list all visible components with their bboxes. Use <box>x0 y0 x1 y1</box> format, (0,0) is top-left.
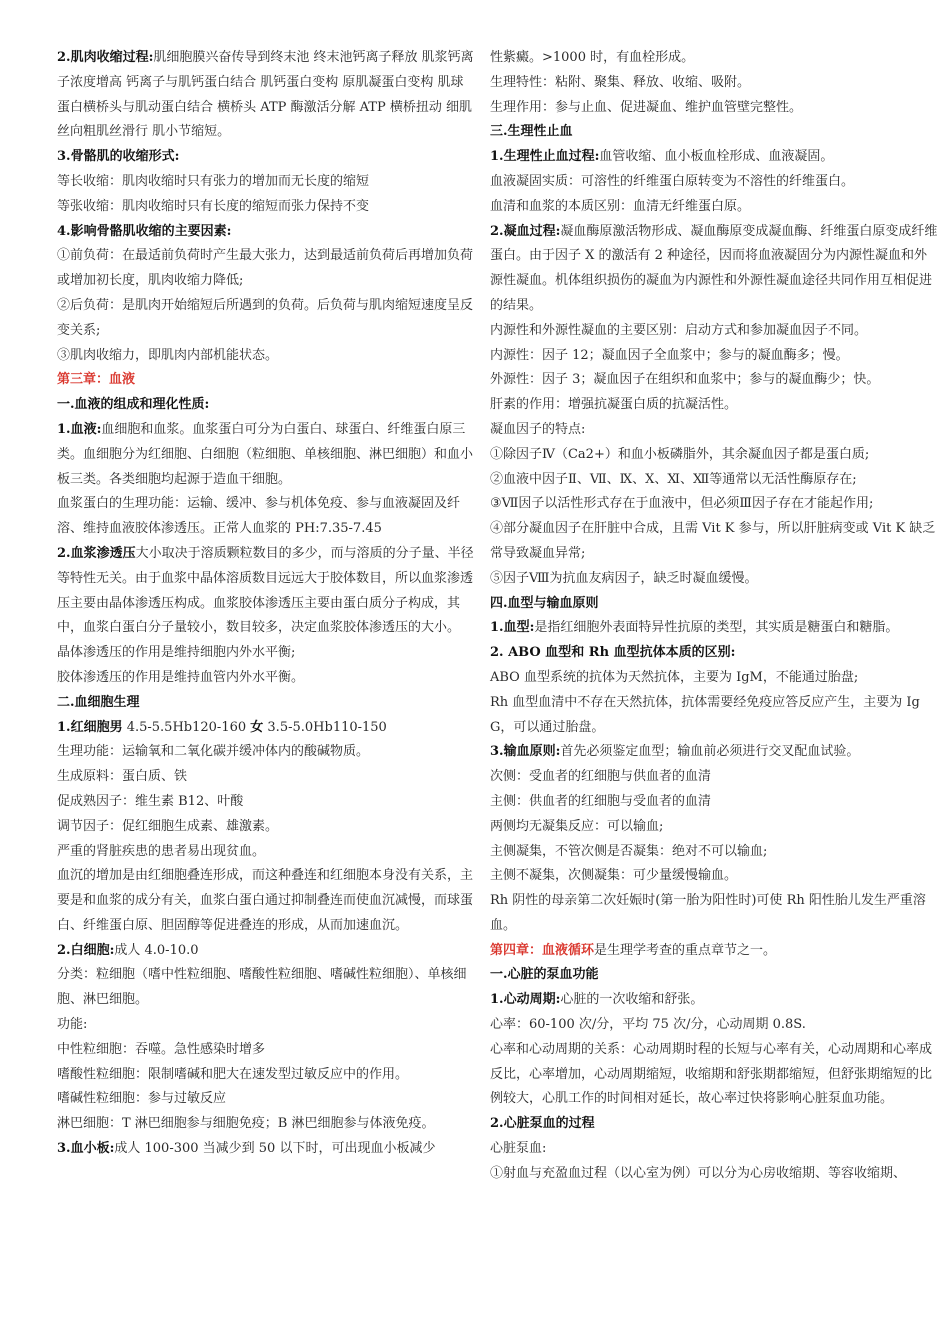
bold-heading: 2.心脏泵血的过程 <box>490 1116 595 1132</box>
chapter-heading: 第三章：血液 <box>57 372 136 388</box>
paragraph <box>57 195 475 220</box>
paragraph <box>490 517 938 567</box>
paragraph <box>490 840 938 865</box>
paragraph <box>490 468 938 493</box>
paragraph <box>57 716 475 741</box>
text-run: 主侧：供血者的红细胞与受血者的血清 <box>490 793 712 809</box>
bold-heading: 一.心脏的泵血功能 <box>490 967 599 983</box>
text-run: 等长收缩：肌肉收缩时只有张力的增加而无长度的缩短 <box>57 173 370 189</box>
text-run: ②血液中因子Ⅱ、Ⅶ、Ⅸ、Ⅹ、Ⅺ、Ⅻ等通常以无活性酶原存在; <box>490 471 857 487</box>
paragraph <box>490 740 938 765</box>
text-run: 血管收缩、血小板血栓形成、血液凝固。 <box>599 149 834 165</box>
text-run: 血液凝固实质：可溶性的纤维蛋白原转变为不溶性的纤维蛋白。 <box>490 173 855 189</box>
text-run: Rh 阴性的母亲第二次妊娠时(第一胎为阳性时)可使 Rh 阳性胎儿发生严重溶血。 <box>490 893 926 933</box>
text-run: 血清和血浆的本质区别：血清无纤维蛋白原。 <box>490 198 751 214</box>
paragraph <box>57 492 475 542</box>
text-run: ③Ⅶ因子以活性形式存在于血液中，但必须Ⅲ因子存在才能起作用; <box>490 496 874 512</box>
paragraph <box>490 963 938 988</box>
paragraph <box>490 666 938 691</box>
bold-heading: 2.白细胞: <box>57 942 115 958</box>
text-run: 心率和心动周期的关系：心动周期时程的长短与心率有关，心动周期和心率成反比，心率增加，心动周期缩短，收缩期和舒张期都缩短，但舒张期缩短的比例较大，心肌工作的时间相对延长，故心率过快将影响心脏泵血功能。 <box>490 1041 933 1107</box>
paragraph <box>490 889 938 939</box>
bold-heading: 3.输血原则: <box>490 744 561 760</box>
paragraph <box>57 864 475 938</box>
text-run: 淋巴细胞：T 淋巴细胞参与细胞免疫；B 淋巴细胞参与体液免疫。 <box>57 1116 435 1132</box>
paragraph <box>490 1137 938 1162</box>
text-run: Rh 血型血清中不存在天然抗体，抗体需要经免疫应答反应产生，主要为 IgG，可以通过胎盘。 <box>490 694 920 735</box>
paragraph <box>57 1063 475 1088</box>
paragraph <box>490 1162 938 1187</box>
bold-heading: 2. ABO 血型和 Rh 血型抗体本质的区别: <box>490 645 736 661</box>
text-run: 内源性和外源性凝血的主要区别：启动方式和参加凝血因子不同。 <box>490 322 868 338</box>
text-run: 血浆蛋白的生理功能：运输、缓冲、参与机体免疫、参与血液凝固及纤溶、维持血液胶体渗透压。正常人血浆的 PH:7.35-7.45 <box>57 496 461 537</box>
text-run: 生成原料：蛋白质、铁 <box>57 769 188 785</box>
text-run: 成人 4.0-10.0 <box>114 942 199 958</box>
text-run: ①射血与充盈血过程（以心室为例）可以分为心房收缩期、等容收缩期、 <box>490 1165 907 1181</box>
text-run: 大小取决于溶质颗粒数目的多少，而与溶质的分子量、半径等特性无关。由于血浆中晶体溶质数目远远大于胶体数目，所以血浆渗透压主要由晶体渗透压构成。血浆胶体渗透压主要由蛋白质分子构成，其中，血浆白蛋白分子量较小，数目较多，决定血浆胶体渗透压的大小。 <box>57 545 474 636</box>
text-run: ③肌肉收缩力，即肌肉内部机能状态。 <box>57 347 279 363</box>
bold-heading: 2.血浆渗透压 <box>57 545 136 561</box>
paragraph <box>490 1013 938 1038</box>
text-run: 功能: <box>57 1017 88 1033</box>
paragraph <box>57 740 475 765</box>
bold-heading: 3.血小板: <box>57 1141 115 1157</box>
bold-heading: 1.生理性止血过程: <box>490 149 600 165</box>
paragraph <box>57 641 475 666</box>
paragraph <box>490 616 938 641</box>
bold-heading: 3.骨骼肌的收缩形式: <box>57 149 180 165</box>
paragraph <box>490 443 938 468</box>
text-run: 首先必须鉴定血型；输血前必须进行交叉配血试验。 <box>560 744 860 760</box>
text-run: ①除因子Ⅳ（Ca2+）和血小板磷脂外，其余凝血因子都是蛋白质; <box>490 446 870 462</box>
text-run: 主侧凝集，不管次侧是否凝集：绝对不可以输血; <box>490 843 768 859</box>
text-run: 4.5-5.5Hb120-160 <box>122 719 251 735</box>
text-run: ABO 血型系统的抗体为天然抗体，主要为 IgM，不能通过胎盘; <box>490 669 859 685</box>
text-run: 调节因子：促红细胞生成素、雄激素。 <box>57 818 279 834</box>
text-run: ④部分凝血因子在肝脏中合成，且需 Vit K 参与，所以肝脏病变或 Vit K 缺乏常导致凝血异常; <box>490 521 936 561</box>
paragraph <box>57 170 475 195</box>
text-run: 嗜碱性粒细胞：参与过敏反应 <box>57 1091 227 1107</box>
paragraph <box>490 592 938 617</box>
text-run: 等张收缩：肌肉收缩时只有长度的缩短而张力保持不变 <box>57 198 370 214</box>
paragraph <box>57 145 475 170</box>
bold-heading: 三.生理性止血 <box>490 124 573 140</box>
bold-heading: 1.心动周期: <box>490 992 561 1008</box>
paragraph <box>490 71 938 96</box>
paragraph <box>57 691 475 716</box>
chapter-heading: 第四章：血液循环 <box>490 942 595 958</box>
paragraph <box>57 1137 475 1162</box>
paragraph <box>57 765 475 790</box>
paragraph <box>57 963 475 1013</box>
paragraph <box>57 418 475 492</box>
text-run: 胶体渗透压的作用是维持血管内外水平衡。 <box>57 669 305 685</box>
paragraph <box>57 1087 475 1112</box>
paragraph <box>490 319 938 344</box>
right-column <box>490 46 938 1187</box>
paragraph <box>490 195 938 220</box>
paragraph <box>57 220 475 245</box>
paragraph <box>490 988 938 1013</box>
paragraph <box>490 368 938 393</box>
text-run: 促成熟因子：维生素 B12、叶酸 <box>57 793 244 809</box>
bold-heading: 四.血型与输血原则 <box>490 595 599 611</box>
paragraph <box>490 120 938 145</box>
paragraph <box>490 1038 938 1112</box>
text-run: 两侧均无凝集反应：可以输血; <box>490 818 664 834</box>
paragraph <box>490 567 938 592</box>
text-run: 性紫癜。>1000 时，有血栓形成。 <box>490 50 695 65</box>
text-run: 外源性：因子 3；凝血因子在组织和血浆中；参与的凝血酶少；快。 <box>490 372 880 388</box>
text-run: 凝血酶原激活物形成、凝血酶原变成凝血酶、纤维蛋白原变成纤维蛋白。由于因子 X 的激活有 2 种途径，因而将血液凝固分为内源性凝血和外源性凝血。机体组织损伤的凝血为内源性和外源性凝血途径共同作用互相促进的结果。 <box>490 223 938 313</box>
paragraph <box>57 1013 475 1038</box>
text-run: ⑤因子Ⅷ为抗血友病因子，缺乏时凝血缓慢。 <box>490 570 758 586</box>
bold-heading: 2.肌肉收缩过程: <box>57 50 154 65</box>
paragraph <box>490 641 938 666</box>
text-run: ②后负荷：是肌肉开始缩短后所遇到的负荷。后负荷与肌肉缩短速度呈反变关系; <box>57 297 474 338</box>
paragraph <box>490 691 938 741</box>
text-run: 分类：粒细胞（嗜中性粒细胞、嗜酸性粒细胞、嗜碱性粒细胞）、单核细胞、淋巴细胞。 <box>57 967 467 1008</box>
text-run: 次侧：受血者的红细胞与供血者的血清 <box>490 769 712 785</box>
bold-heading: 1.红细胞男 <box>57 719 123 735</box>
text-run: 成人 100-300 当减少到 50 以下时，可出现血小板减少 <box>114 1141 436 1157</box>
bold-heading: 二.血细胞生理 <box>57 694 140 710</box>
bold-heading: 1.血型: <box>490 620 535 636</box>
paragraph <box>490 46 938 71</box>
text-run: 晶体渗透压的作用是维持细胞内外水平衡; <box>57 645 296 661</box>
paragraph <box>57 368 475 393</box>
paragraph <box>57 542 475 641</box>
paragraph <box>57 294 475 344</box>
paragraph <box>490 939 938 964</box>
paragraph <box>57 1112 475 1137</box>
text-run: 心率：60-100 次/分，平均 75 次/分，心动周期 0.8S. <box>490 1017 806 1033</box>
bold-heading: 女 <box>250 719 264 735</box>
paragraph <box>490 418 938 443</box>
paragraph <box>57 244 475 294</box>
paragraph <box>490 1112 938 1137</box>
text-run: 生理功能：运输氧和二氧化碳并缓冲体内的酸碱物质。 <box>57 744 370 760</box>
text-run: 凝血因子的特点: <box>490 421 586 437</box>
bold-heading: 2.凝血过程: <box>490 223 561 239</box>
text-run: 生理特性：粘附、聚集、释放、收缩、吸附。 <box>490 74 751 90</box>
text-run: 3.5-5.0Hb110-150 <box>263 719 387 735</box>
bold-heading: 4.影响骨骼肌收缩的主要因素: <box>57 223 232 239</box>
text-run: 嗜酸性粒细胞：限制嗜碱和肥大在速发型过敏反应中的作用。 <box>57 1066 409 1082</box>
text-run: 心脏的一次收缩和舒张。 <box>560 992 704 1008</box>
bold-heading: 1.血液: <box>57 421 102 437</box>
text-run: 心脏泵血: <box>490 1141 547 1157</box>
text-run: 肝素的作用：增强抗凝蛋白质的抗凝活性。 <box>490 397 738 413</box>
text-run: 是生理学考查的重点章节之一。 <box>594 942 777 958</box>
paragraph <box>490 220 938 319</box>
text-run: 主侧不凝集，次侧凝集：可少量缓慢输血。 <box>490 868 738 884</box>
paragraph <box>490 344 938 369</box>
paragraph <box>57 344 475 369</box>
text-run: 血沉的增加是由红细胞叠连形成，而这种叠连和红细胞本身没有关系，主要是和血浆的成分有关，血浆白蛋白通过抑制叠连而使血沉减慢，而球蛋白、纤维蛋白原、胆固醇等促进叠连的形成，从而加速血沉。 <box>57 868 474 933</box>
text-run: 是指红细胞外表面特异性抗原的类型，其实质是糖蛋白和糖脂。 <box>534 620 899 636</box>
left-column <box>57 46 475 1162</box>
text-run: 内源性：因子 12；凝血因子全血浆中；参与的凝血酶多；慢。 <box>490 347 849 363</box>
paragraph <box>490 492 938 517</box>
text-run: 中性粒细胞：吞噬。急性感染时增多 <box>57 1041 266 1057</box>
paragraph <box>490 765 938 790</box>
paragraph <box>490 864 938 889</box>
paragraph <box>57 46 475 145</box>
text-run: 肌细胞膜兴奋传导到终末池 终末池钙离子释放 肌浆钙离子浓度增高 钙离子与肌钙蛋白结合 肌钙蛋白变构 原肌凝蛋白变构 肌球蛋白横桥头与肌动蛋白结合 横桥头 ATP 酶激活分解 ATP 横桥扭动 细肌丝向粗肌丝滑行 肌小节缩短。 <box>57 50 474 140</box>
paragraph <box>57 1038 475 1063</box>
paragraph <box>57 815 475 840</box>
paragraph <box>57 666 475 691</box>
paragraph <box>57 393 475 418</box>
text-run: 血细胞和血浆。血浆蛋白可分为白蛋白、球蛋白、纤维蛋白原三类。血细胞分为红细胞、白细胞（粒细胞、单核细胞、淋巴细胞）和血小板三类。各类细胞均起源于造血干细胞。 <box>57 421 474 487</box>
paragraph <box>490 96 938 121</box>
paragraph <box>490 145 938 170</box>
paragraph <box>57 790 475 815</box>
paragraph <box>490 790 938 815</box>
text-run: ①前负荷：在最适前负荷时产生最大张力，达到最适前负荷后再增加负荷或增加初长度，肌肉收缩力降低; <box>57 248 474 289</box>
paragraph <box>490 170 938 195</box>
paragraph <box>490 815 938 840</box>
text-run: 严重的肾脏疾患的患者易出现贫血。 <box>57 843 266 859</box>
paragraph <box>490 393 938 418</box>
paragraph <box>57 840 475 865</box>
text-run: 生理作用：参与止血、促进凝血、维护血管壁完整性。 <box>490 99 803 115</box>
paragraph <box>57 939 475 964</box>
bold-heading: 一.血液的组成和理化性质: <box>57 397 210 413</box>
